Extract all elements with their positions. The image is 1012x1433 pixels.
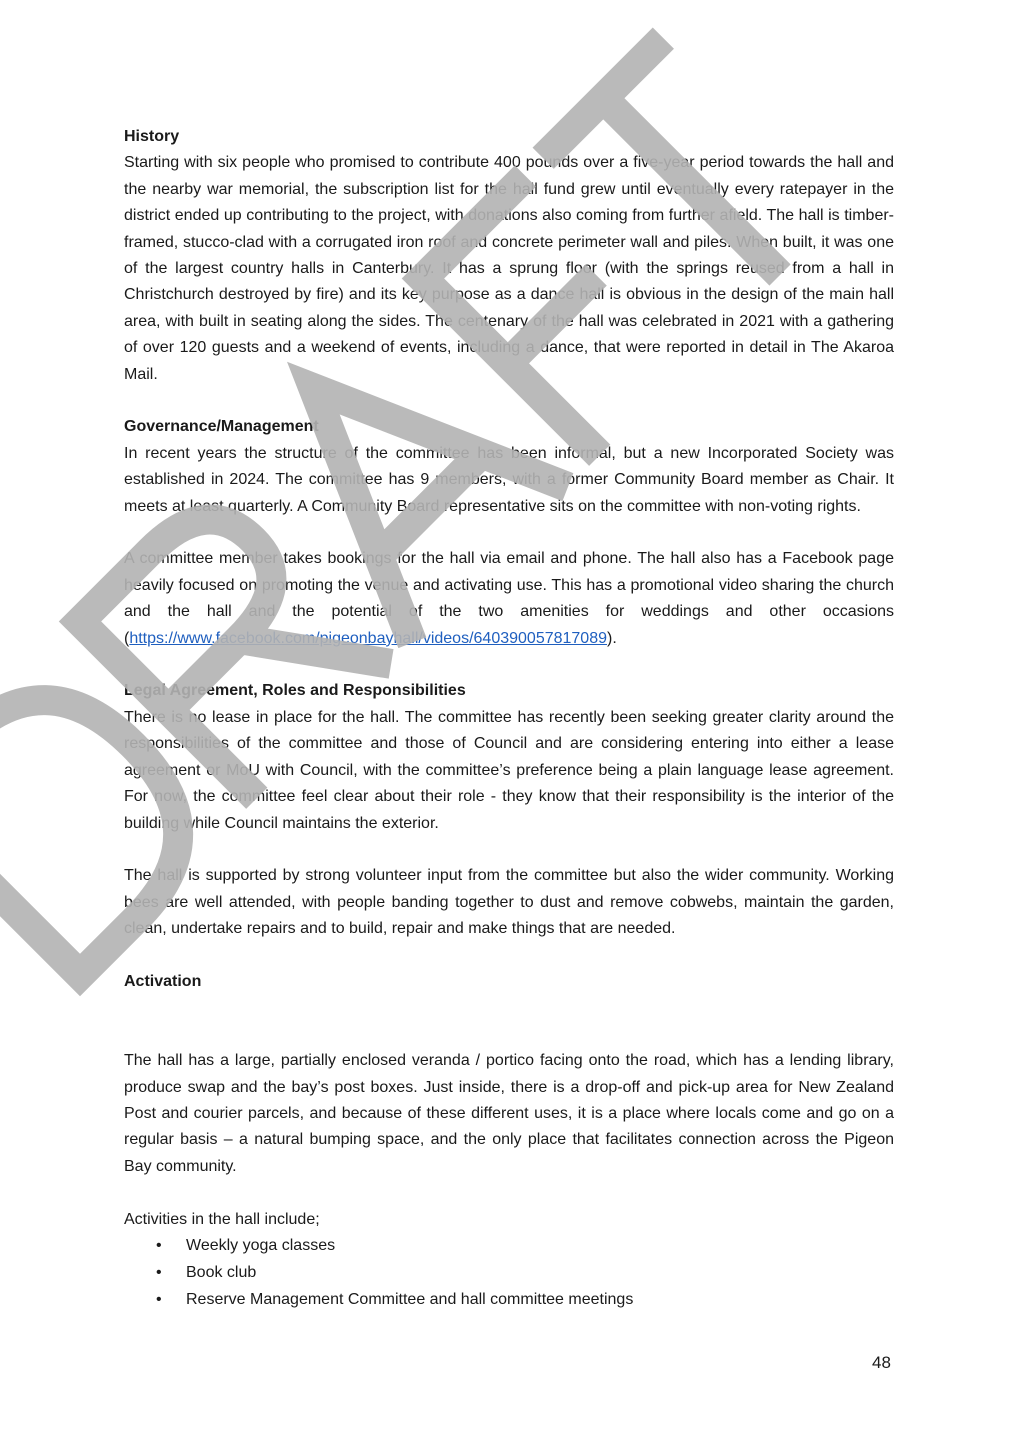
bullet-icon: • bbox=[156, 1263, 162, 1281]
activation-paragraph-1: The hall has a large, partially enclosed veranda / portico facing onto the road, which has a lending library, produce swap and the bay’s post boxes. Just inside, there is a drop-off and pick-up area for New Zealand Post and courier parcels, and because of these different uses, it is a place where locals come and go on a regular basis – a natural bumping space, and the only place that facilitates connection across the Pigeon Bay community. bbox=[124, 1052, 894, 1175]
spacer bbox=[124, 837, 894, 863]
activities-intro: Activities in the hall include; bbox=[124, 1210, 320, 1228]
spacer bbox=[124, 652, 894, 678]
activation-heading: Activation bbox=[124, 972, 202, 990]
history-paragraph: Starting with six people who promised to contribute 400 pounds over a five-year period towards the hall and the nearby war memorial, the subscription list for the hall fund grew until eventually every ratepayer in the district ended up contributing to the project, with donations also coming from further afield. The hall is timber-framed, stucco-clad with a corrugated iron roof and concrete perimeter wall and piles. When built, it was one of the largest country halls in Canterbury. It has a sprung floor (with the springs reused from a hall in Christchurch destroyed by fire) and its key purpose as a dance hall is obvious in the design of the main hall area, with built in seating along the sides. The centenary of the hall was celebrated in 2021 with a gathering of over 120 guests and a weekend of events, including a dance, that were reported in detail in The Akaroa Mail. bbox=[124, 154, 894, 383]
list-item bbox=[156, 1233, 894, 1260]
governance-section bbox=[124, 414, 894, 652]
bullet-icon: • bbox=[156, 1236, 162, 1254]
document-page bbox=[124, 124, 894, 1313]
activities-list bbox=[124, 1233, 894, 1313]
governance-paragraph-1: In recent years the structure of the committee has been informal, but a new Incorporated Society was established in 2024. The committee has 9 members, with a former Community Board member as Chair. It meets at least quarterly. A Community Board representative sits on the committee with non-voting rights. bbox=[124, 444, 894, 515]
facebook-video-link[interactable]: https://www.facebook.com/pigeonbayhall/videos/640390057817089 bbox=[129, 629, 607, 647]
legal-section bbox=[124, 678, 894, 942]
activation-section bbox=[124, 969, 894, 1313]
history-heading: History bbox=[124, 128, 180, 145]
bullet-icon: • bbox=[156, 1290, 162, 1308]
spacer bbox=[124, 520, 894, 546]
list-item-text: Weekly yoga classes bbox=[186, 1236, 336, 1254]
legal-paragraph-2: The hall is supported by strong volunteer input from the committee but also the wider community. Working bees are well attended, with people banding together to dust and remove cobwebs, maintain the garden, clean, undertake repairs and to build, repair and make things that are needed. bbox=[124, 867, 894, 938]
spacer bbox=[124, 995, 894, 1048]
page-number: 48 bbox=[872, 1353, 891, 1372]
governance-heading: Governance/Management bbox=[124, 418, 319, 436]
spacer bbox=[124, 943, 894, 969]
spacer bbox=[124, 388, 894, 414]
governance-paragraph-2 bbox=[124, 546, 894, 652]
list-item bbox=[156, 1260, 894, 1287]
spacer bbox=[124, 1180, 894, 1206]
list-item-text: Book club bbox=[186, 1263, 257, 1281]
list-item-text: Reserve Management Committee and hall committee meetings bbox=[186, 1290, 634, 1308]
history-section bbox=[124, 124, 894, 388]
list-item bbox=[156, 1287, 894, 1314]
legal-paragraph-1: There is no lease in place for the hall. The committee has recently been seeking greater clarity around the responsibilities of the committee and those of Council and are considering entering into either a lease agreement or MoU with Council, with the committee’s preference being a plain language lease agreement. For now, the committee feel clear about their role - they know that their responsibility is the interior of the building while Council maintains the exterior. bbox=[124, 708, 894, 832]
governance-paragraph-2-text: A committee member takes bookings for the hall via email and phone. The hall also has a Facebook page heavily focused on promoting the venue and activating use. This has a promotional video sharing the church and the hall and the potential of the two amenities for weddings and other occasions ( bbox=[124, 550, 894, 647]
legal-heading: Legal Agreement, Roles and Responsibilities bbox=[124, 682, 466, 700]
governance-paragraph-2-end: ). bbox=[607, 629, 617, 647]
